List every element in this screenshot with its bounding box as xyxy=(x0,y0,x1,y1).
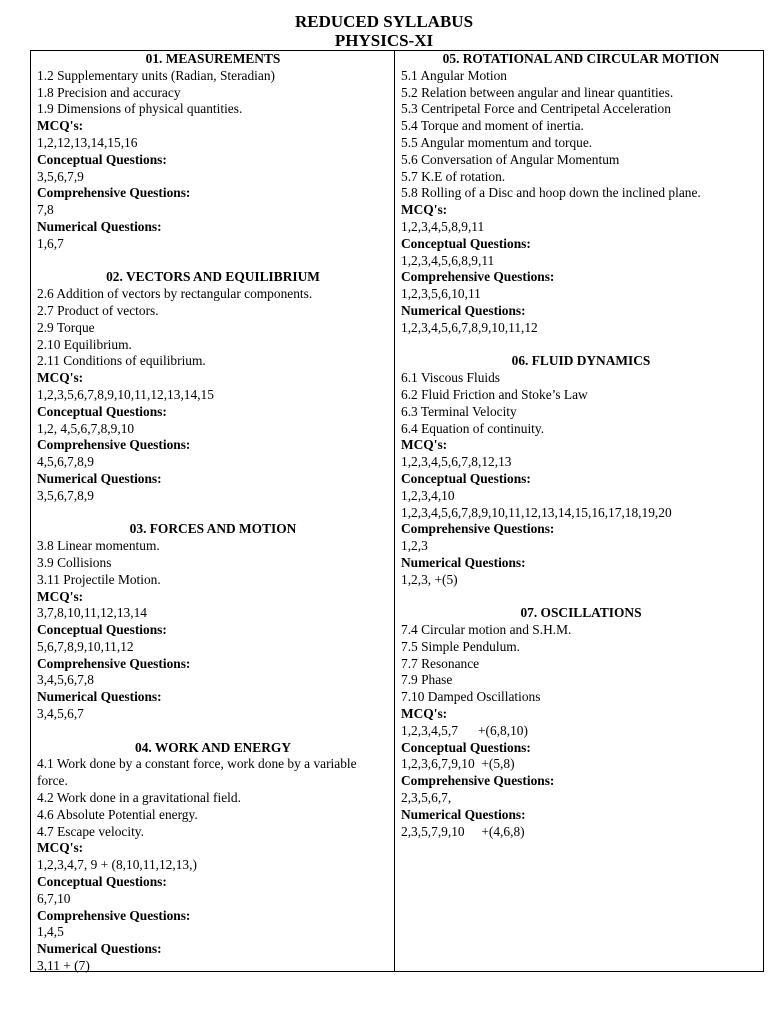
numerical-values: 3,11 + (7) xyxy=(37,958,90,974)
comprehensive-values: 7,8 xyxy=(37,202,54,218)
section-forces-motion xyxy=(37,521,389,723)
topic-item: 2.10 Equilibrium. xyxy=(37,336,132,352)
comprehensive-values: 3,4,5,6,7,8 xyxy=(37,672,94,688)
topic-item: 7.9 Phase xyxy=(401,672,453,688)
topic-item: 1.8 Precision and accuracy xyxy=(37,84,181,100)
mcq-label: MCQ's: xyxy=(37,588,84,604)
comprehensive-label: Comprehensive Questions: xyxy=(401,773,555,789)
conceptual-values: 1,2,3,4,10 xyxy=(401,487,455,503)
section-fluid-dynamics xyxy=(401,353,761,588)
topic-item: 6.2 Fluid Friction and Stoke’s Law xyxy=(401,386,588,402)
section-work-energy xyxy=(37,740,389,975)
topic-item: 5.5 Angular momentum and torque. xyxy=(401,134,593,150)
numerical-values: 1,6,7 xyxy=(37,235,64,251)
numerical-values: 1,2,3, +(5) xyxy=(401,571,458,587)
topic-item: 7.7 Resonance xyxy=(401,655,480,671)
comprehensive-label: Comprehensive Questions: xyxy=(37,185,191,201)
section-title: 05. ROTATIONAL AND CIRCULAR MOTION xyxy=(442,51,720,66)
conceptual-values: 6,7,10 xyxy=(37,890,71,906)
comprehensive-values: 1,4,5 xyxy=(37,924,64,940)
numerical-label: Numerical Questions: xyxy=(37,689,162,705)
section-measurements xyxy=(37,51,389,253)
comprehensive-values: 2,3,5,6,7, xyxy=(401,790,452,806)
mcq-label: MCQ's: xyxy=(401,202,448,218)
mcq-values: 1,2,12,13,14,15,16 xyxy=(37,134,138,150)
section-title: 06. FLUID DYNAMICS xyxy=(511,353,651,369)
numerical-label: Numerical Questions: xyxy=(401,302,526,318)
conceptual-label: Conceptual Questions: xyxy=(37,151,167,167)
topic-item: 6.3 Terminal Velocity xyxy=(401,403,517,419)
comprehensive-label: Comprehensive Questions: xyxy=(37,655,191,671)
topic-item: 2.11 Conditions of equilibrium. xyxy=(37,353,206,369)
topic-item: 6.1 Viscous Fluids xyxy=(401,370,501,386)
topic-item: 7.4 Circular motion and S.H.M. xyxy=(401,622,572,638)
comprehensive-values: 4,5,6,7,8,9 xyxy=(37,454,94,470)
column-divider xyxy=(394,50,395,972)
left-column xyxy=(37,51,389,975)
mcq-values: 1,2,3,4,7, 9 + (8,10,11,12,13,) xyxy=(37,857,197,873)
numerical-values: 2,3,5,7,9,10 +(4,6,8) xyxy=(401,823,525,839)
conceptual-values: 1,2, 4,5,6,7,8,9,10 xyxy=(37,420,135,436)
section-title: 03. FORCES AND MOTION xyxy=(129,521,297,537)
topic-item: 5.4 Torque and moment of inertia. xyxy=(401,118,584,134)
mcq-values: 1,2,3,4,5,8,9,11 xyxy=(401,218,485,234)
section-title: 07. OSCILLATIONS xyxy=(520,605,642,621)
conceptual-label: Conceptual Questions: xyxy=(37,874,167,890)
numerical-label: Numerical Questions: xyxy=(401,554,526,570)
conceptual-values: 5,6,7,8,9,10,11,12 xyxy=(37,638,134,654)
numerical-label: Numerical Questions: xyxy=(37,470,162,486)
section-title: 04. WORK AND ENERGY xyxy=(135,739,291,755)
numerical-label: Numerical Questions: xyxy=(37,941,162,957)
mcq-label: MCQ's: xyxy=(401,437,448,453)
mcq-label: MCQ's: xyxy=(37,370,84,386)
topic-item: 7.10 Damped Oscillations xyxy=(401,689,541,705)
topic-item: 3.9 Collisions xyxy=(37,554,112,570)
numerical-label: Numerical Questions: xyxy=(37,218,162,234)
topic-item: 4.6 Absolute Potential energy. xyxy=(37,806,198,822)
numerical-values: 3,5,6,7,8,9 xyxy=(37,487,94,503)
section-vectors-equilibrium xyxy=(37,269,389,504)
mcq-values: 1,2,3,4,5,6,7,8,12,13 xyxy=(401,454,512,470)
comprehensive-values: 1,2,3,5,6,10,11 xyxy=(401,286,481,302)
topic-item: 6.4 Equation of continuity. xyxy=(401,420,545,436)
numerical-values: 1,2,3,4,5,6,7,8,9,10,11,12 xyxy=(401,319,538,335)
conceptual-label: Conceptual Questions: xyxy=(37,622,167,638)
topic-item: 2.6 Addition of vectors by rectangular components. xyxy=(37,286,313,302)
mcq-label: MCQ's: xyxy=(401,706,448,722)
mcq-label: MCQ's: xyxy=(37,840,84,856)
numerical-values: 3,4,5,6,7 xyxy=(37,706,84,722)
topic-item: 2.7 Product of vectors. xyxy=(37,302,159,318)
topic-item: 5.3 Centripetal Force and Centripetal Acceleration xyxy=(401,101,671,117)
topic-item: 3.8 Linear momentum. xyxy=(37,538,160,554)
section-title: 02. VECTORS AND EQUILIBRIUM xyxy=(106,269,320,285)
topic-item: 2.9 Torque xyxy=(37,319,95,335)
section-oscillations xyxy=(401,605,761,840)
mcq-values: 3,7,8,10,11,12,13,14 xyxy=(37,605,147,621)
topic-item: 3.11 Projectile Motion. xyxy=(37,571,161,587)
comprehensive-values: 1,2,3 xyxy=(401,538,428,554)
conceptual-values-extra: 1,2,3,4,5,6,7,8,9,10,11,12,13,14,15,16,17,18,19,20 xyxy=(401,504,672,520)
conceptual-values: 1,2,3,4,5,6,8,9,11 xyxy=(401,252,495,268)
topic-item: 5.6 Conversation of Angular Momentum xyxy=(401,151,620,167)
comprehensive-label: Comprehensive Questions: xyxy=(401,521,555,537)
conceptual-values: 3,5,6,7,9 xyxy=(37,168,84,184)
section-title: 01. MEASUREMENTS xyxy=(145,51,281,66)
numerical-label: Numerical Questions: xyxy=(401,806,526,822)
comprehensive-label: Comprehensive Questions: xyxy=(401,269,555,285)
page-subtitle: PHYSICS-XI xyxy=(334,31,434,50)
topic-item: 1.2 Supplementary units (Radian, Steradian) xyxy=(37,67,276,83)
right-column xyxy=(401,51,761,840)
section-rotational-circular-motion xyxy=(401,51,761,337)
topic-item: 1.9 Dimensions of physical quantities. xyxy=(37,101,243,117)
mcq-label: MCQ's: xyxy=(37,118,84,134)
comprehensive-label: Comprehensive Questions: xyxy=(37,437,191,453)
topic-item: 4.7 Escape velocity. xyxy=(37,823,144,839)
topic-item: 4.2 Work done in a gravitational field. xyxy=(37,790,241,806)
topic-item: 7.5 Simple Pendulum. xyxy=(401,638,521,654)
topic-item: 5.8 Rolling of a Disc and hoop down the inclined plane. xyxy=(401,185,701,201)
conceptual-values: 1,2,3,6,7,9,10 +(5,8) xyxy=(401,756,515,772)
topic-item: 5.7 K.E of rotation. xyxy=(401,168,506,184)
topic-item: 4.1 Work done by a constant force, work done by a variable force. xyxy=(37,756,357,789)
mcq-values: 1,2,3,4,5,7 +(6,8,10) xyxy=(401,722,528,738)
topic-item: 5.2 Relation between angular and linear quantities. xyxy=(401,84,674,100)
mcq-values: 1,2,3,5,6,7,8,9,10,11,12,13,14,15 xyxy=(37,386,214,402)
topic-item: 5.1 Angular Motion xyxy=(401,67,508,83)
conceptual-label: Conceptual Questions: xyxy=(401,470,531,486)
conceptual-label: Conceptual Questions: xyxy=(401,235,531,251)
conceptual-label: Conceptual Questions: xyxy=(401,739,531,755)
comprehensive-label: Comprehensive Questions: xyxy=(37,907,191,923)
page-title: REDUCED SYLLABUS xyxy=(294,12,474,31)
conceptual-label: Conceptual Questions: xyxy=(37,403,167,419)
